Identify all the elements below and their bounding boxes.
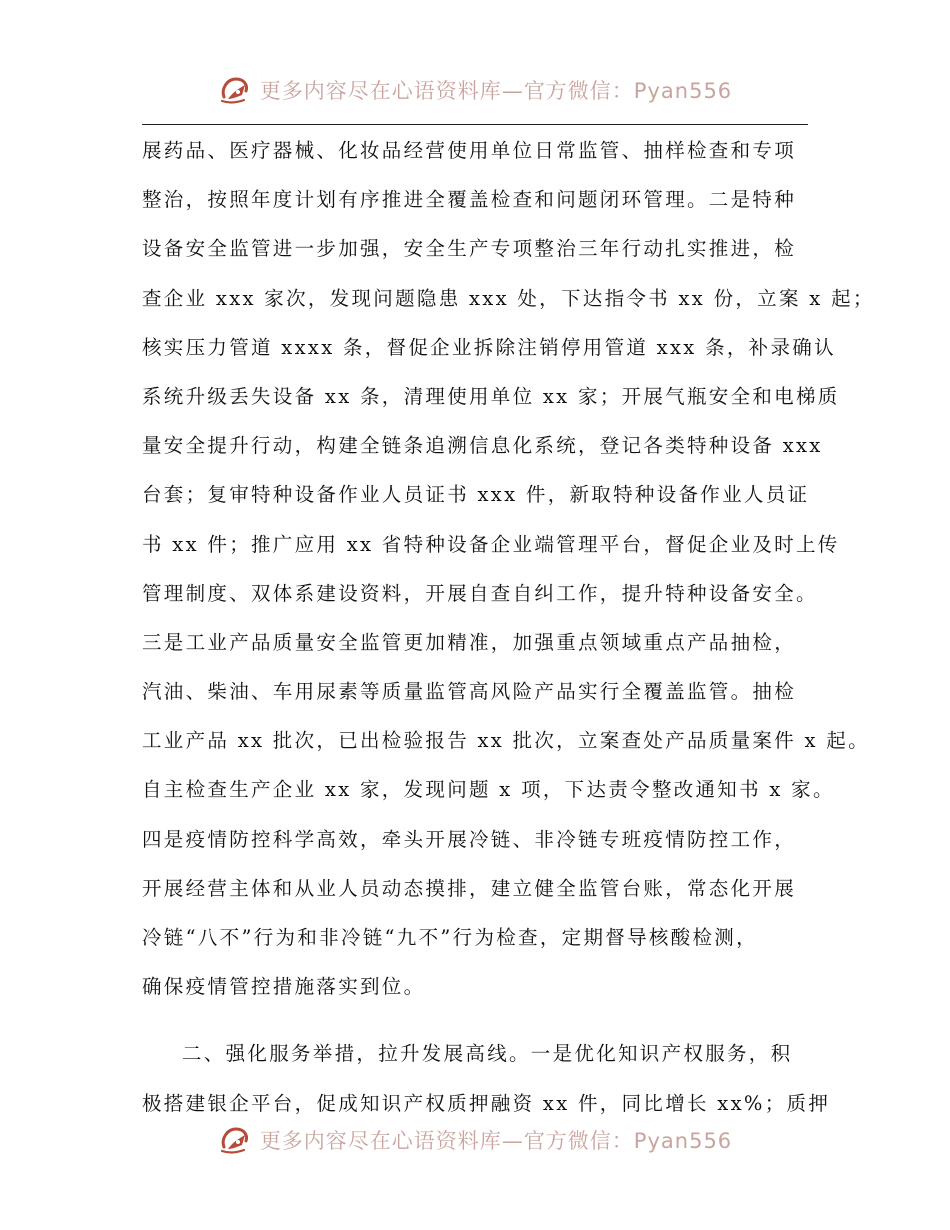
text-line: 管理制度、双体系建设资料，开展自查自纠工作，提升特种设备安全。 xyxy=(142,581,818,605)
text-line: 确保疫情管控措施落实到位。 xyxy=(142,975,426,999)
watermark-wechat: 官方微信：Pyan556 xyxy=(523,1129,733,1153)
watermark-text xyxy=(260,1125,732,1155)
text-line: 汽油、柴油、车用尿素等质量监管高风险产品实行全覆盖监管。抽检 xyxy=(142,680,797,704)
text-line: 展药品、医疗器械、化妆品经营使用单位日常监管、抽样检查和专项 xyxy=(142,139,797,162)
text-line: 极搭建银企平台，促成知识产权质押融资 xx 件，同比增长 xx%；质押 xyxy=(142,1091,831,1115)
text-line: 查企业 xxx 家次，发现问题隐患 xxx 处，下达指令书 xx 份，立案 x 起； xyxy=(142,286,875,310)
watermark-brand: 更多内容尽在心语资料库 xyxy=(259,79,502,103)
header-watermark xyxy=(0,70,950,110)
body-text xyxy=(142,126,875,1128)
text-line: 核实压力管道 xxxx 条，督促企业拆除注销停用管道 xxx 条，补录确认 xyxy=(142,335,836,359)
text-line: 二、强化服务举措，拉升发展高线。一是优化知识产权服务，积 xyxy=(182,1042,793,1066)
paragraph-2 xyxy=(142,1029,831,1127)
text-line: 量安全提升行动，构建全链条追溯信息化系统，登记各类特种设备 xxx xyxy=(142,434,823,458)
header-rule xyxy=(142,124,808,125)
text-line: 书 xx 件；推广应用 xx 省特种设备企业端管理平台，督促企业及时上传 xyxy=(142,532,840,556)
watermark-brand: 更多内容尽在心语资料库 xyxy=(259,1129,502,1153)
text-line: 四是疫情防控科学高效，牵头开展冷链、非冷链专班疫情防控工作， xyxy=(142,827,797,851)
footer-watermark xyxy=(0,1120,950,1160)
text-line: 整治，按照年度计划有序推进全覆盖检查和问题闭环管理。二是特种 xyxy=(142,188,797,212)
text-line: 系统升级丢失设备 xx 条，清理使用单位 xx 家；开展气瓶安全和电梯质 xyxy=(142,384,840,408)
text-line: 三是工业产品质量安全监管更加精准，加强重点领域重点产品抽检， xyxy=(142,630,797,654)
watermark-dash: — xyxy=(501,1129,524,1153)
pen-nib-swirl-icon xyxy=(218,1123,252,1157)
pen-nib-swirl-icon xyxy=(218,73,252,107)
text-line: 设备安全监管进一步加强，安全生产专项整治三年行动扎实推进，检 xyxy=(142,237,797,261)
text-line: 开展经营主体和从业人员动态摸排，建立健全监管台账，常态化开展 xyxy=(142,876,797,900)
paragraph-1 xyxy=(142,126,875,1011)
watermark-wechat: 官方微信：Pyan556 xyxy=(523,79,733,103)
text-line: 台套；复审特种设备作业人员证书 xxx 件，新取特种设备作业人员证 xyxy=(142,483,810,507)
text-line: 冷链“八不”行为和非冷链“九不”行为检查，定期督导核酸检测， xyxy=(142,926,758,949)
text-line: 自主检查生产企业 xx 家，发现问题 x 项，下达责令整改通知书 x 家。 xyxy=(142,778,835,802)
text-line: 工业产品 xx 批次，已出检验报告 xx 批次，立案查处产品质量案件 x 起。 xyxy=(142,729,870,753)
paragraph-gap xyxy=(142,1011,822,1029)
watermark-text xyxy=(260,75,732,105)
watermark-dash: — xyxy=(501,79,524,103)
